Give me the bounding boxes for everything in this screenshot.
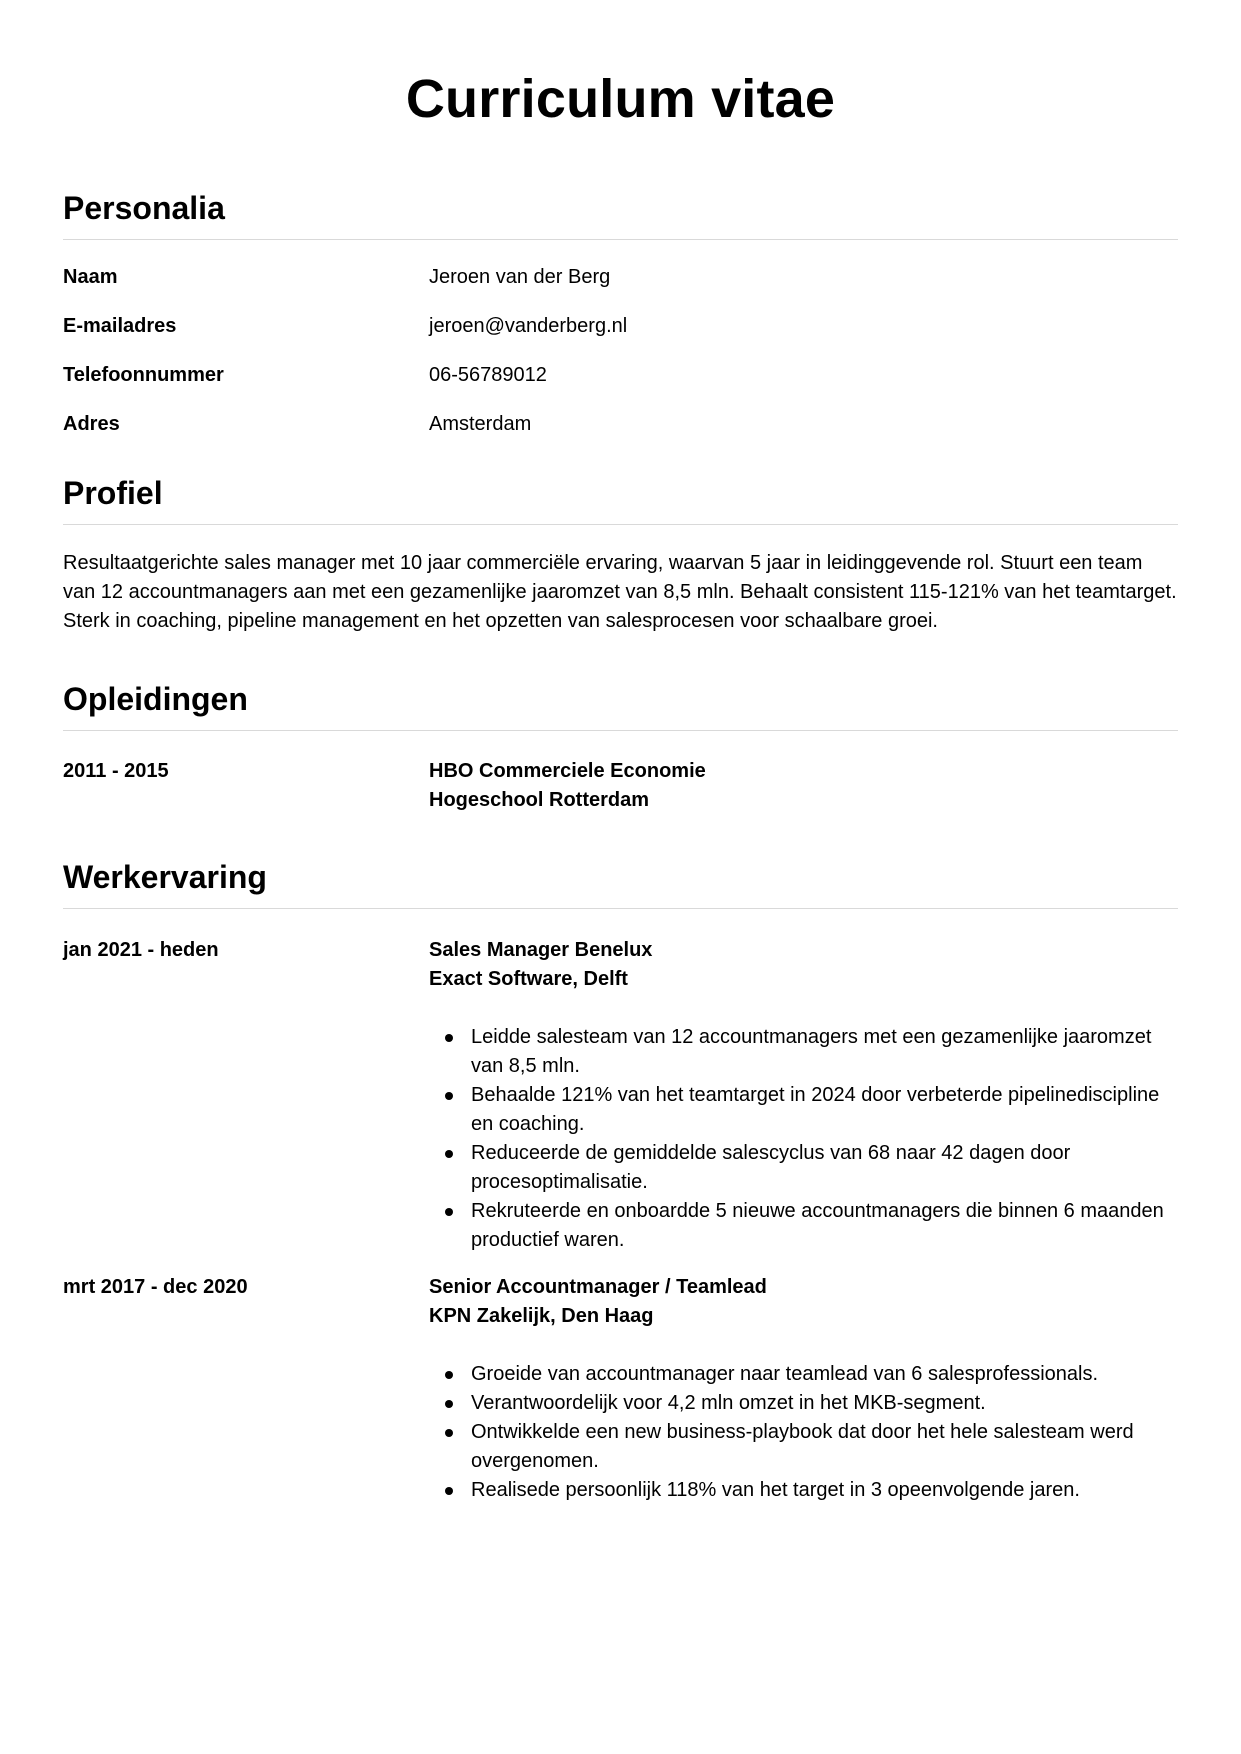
section-heading-opleidingen: Opleidingen: [63, 678, 1178, 731]
work-period: jan 2021 - heden: [63, 939, 219, 961]
work-experience-list: [63, 936, 1178, 1505]
section-opleidingen: [63, 678, 1178, 815]
section-heading-profiel: Profiel: [63, 472, 1178, 525]
personalia-row-adres: [63, 412, 1178, 436]
achievement-item: [429, 1139, 1178, 1197]
job-title: Senior Accountmanager / Teamlead: [429, 1276, 767, 1298]
work-details: [429, 936, 1178, 1255]
achievement-text: Groeide van accountmanager naar teamlead van 6 salesprofessionals.: [471, 1363, 1099, 1385]
personalia-label: Naam: [63, 266, 118, 288]
personalia-row-email: [63, 314, 1178, 338]
personalia-table: [63, 265, 1178, 436]
education-period: 2011 - 2015: [63, 760, 169, 782]
achievement-text: Verantwoordelijk voor 4,2 mln omzet in het MKB-segment.: [471, 1392, 986, 1414]
personalia-value: jeroen@vanderberg.nl: [429, 315, 628, 337]
personalia-row-naam: [63, 265, 1178, 289]
bullet-dot-icon: [445, 1429, 453, 1437]
achievement-item: [429, 1360, 1178, 1389]
employer: KPN Zakelijk, Den Haag: [429, 1305, 654, 1327]
education-list: [63, 757, 1178, 815]
personalia-label: E-mailadres: [63, 315, 177, 337]
achievement-list: [429, 1023, 1178, 1255]
achievement-text: Leidde salesteam van 12 accountmanagers met een gezamenlijke jaaromzet van 8,5 mln.: [471, 1026, 1152, 1077]
achievement-item: [429, 1197, 1178, 1255]
profile-text: Resultaatgerichte sales manager met 10 jaar commerciële ervaring, waarvan 5 jaar in leidinggevende rol. Stuurt een team van 12 accountmanagers aan met een gezamenlijke jaaromzet van 8,5 mln. Behaalt consistent 115-121% van het teamtarget. Sterk in coaching, pipeline management en het opzetten van salesprocesen voor schaalbare groei.: [63, 552, 1177, 632]
personalia-row-telefoon: [63, 363, 1178, 387]
achievement-list: [429, 1360, 1178, 1505]
achievement-item: [429, 1081, 1178, 1139]
bullet-dot-icon: [445, 1092, 453, 1100]
achievement-text: Reduceerde de gemiddelde salescyclus van 68 naar 42 dagen door procesoptimalisatie.: [471, 1142, 1071, 1193]
bullet-dot-icon: [445, 1034, 453, 1042]
education-entry: [63, 757, 1178, 815]
achievement-text: Realisede persoonlijk 118% van het target in 3 opeenvolgende jaren.: [471, 1479, 1080, 1501]
achievement-item: [429, 1389, 1178, 1418]
achievement-item: [429, 1023, 1178, 1081]
job-title: Sales Manager Benelux: [429, 939, 653, 961]
personalia-label: Telefoonnummer: [63, 364, 224, 386]
personalia-label: Adres: [63, 413, 120, 435]
bullet-dot-icon: [445, 1208, 453, 1216]
employer: Exact Software, Delft: [429, 968, 628, 990]
achievement-item: [429, 1418, 1178, 1476]
section-werkervaring: [63, 856, 1178, 1505]
achievement-text: Behaalde 121% van het teamtarget in 2024 door verbeterde pipelinediscipline en coaching.: [471, 1084, 1160, 1135]
personalia-value: Jeroen van der Berg: [429, 266, 611, 288]
bullet-dot-icon: [445, 1150, 453, 1158]
personalia-value: Amsterdam: [429, 413, 532, 435]
education-title: HBO Commerciele Economie: [429, 760, 706, 782]
section-personalia: [63, 187, 1178, 436]
document-title: Curriculum vitae: [405, 69, 836, 129]
achievement-text: Ontwikkelde een new business-playbook dat door het hele salesteam werd overgenomen.: [471, 1421, 1134, 1472]
education-details: [429, 757, 1178, 815]
personalia-value: 06-56789012: [429, 364, 547, 386]
section-heading-werkervaring: Werkervaring: [63, 856, 1178, 909]
achievement-item: [429, 1476, 1178, 1505]
section-profiel: [63, 472, 1178, 636]
bullet-dot-icon: [445, 1487, 453, 1495]
work-entry: [63, 1273, 1178, 1505]
achievement-text: Rekruteerde en onboardde 5 nieuwe accountmanagers die binnen 6 maanden productief waren.: [471, 1200, 1164, 1251]
section-heading-personalia: Personalia: [63, 187, 1178, 240]
education-institution: Hogeschool Rotterdam: [429, 789, 650, 811]
work-details: [429, 1273, 1178, 1505]
bullet-dot-icon: [445, 1400, 453, 1408]
bullet-dot-icon: [445, 1371, 453, 1379]
work-period: mrt 2017 - dec 2020: [63, 1276, 248, 1298]
work-entry: [63, 936, 1178, 1255]
